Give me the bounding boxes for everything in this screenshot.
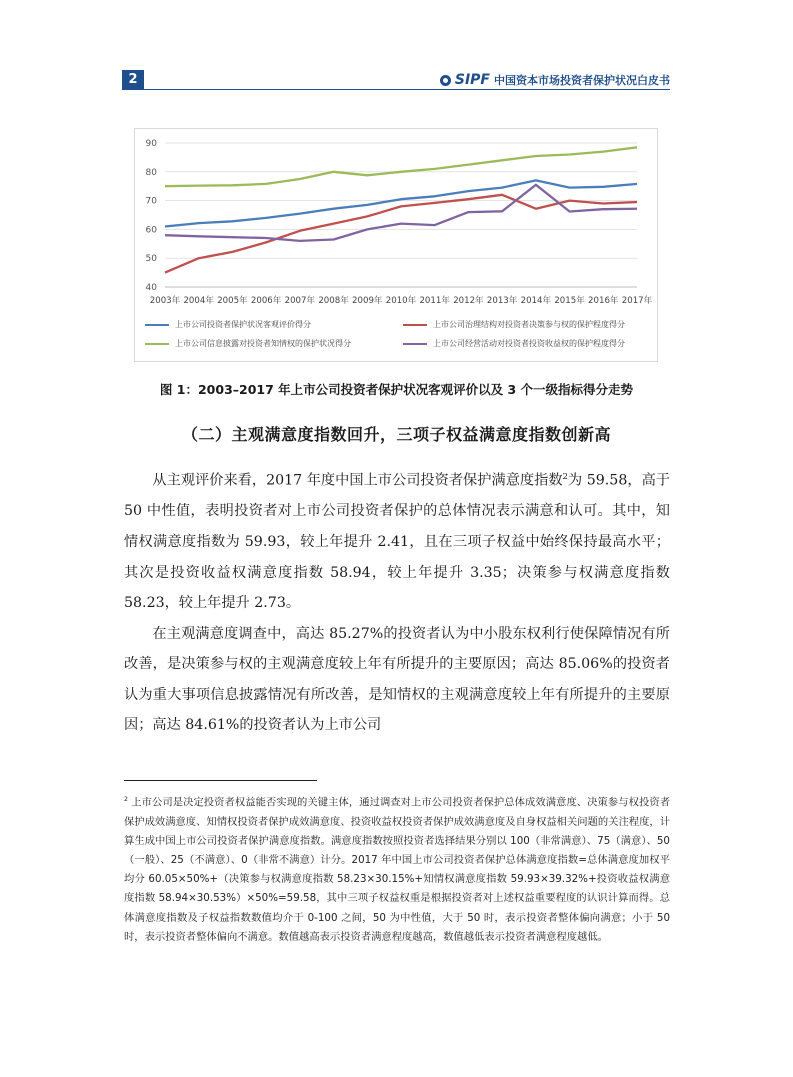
figure-caption: 图 1：2003–2017 年上市公司投资者保护状况客观评价以及 3 个一级指标得分走势: [159, 382, 634, 397]
series-line: [165, 147, 637, 186]
x-tick-label: 2012年: [453, 296, 484, 306]
legend-label: 上市公司信息披露对投资者知情权的保护状况得分: [175, 339, 351, 348]
legend-label: 上市公司投资者保护状况客观评价得分: [175, 320, 311, 329]
footnote-ref[interactable]: 2: [562, 472, 568, 482]
series-line: [165, 180, 637, 226]
brand-logo: SIPF: [454, 72, 490, 88]
x-tick-label: 2011年: [419, 296, 450, 306]
legend-swatch: [145, 343, 169, 345]
chart-legend: [135, 316, 657, 356]
legend-item: [145, 319, 311, 330]
footnote: [124, 790, 670, 947]
x-tick-label: 2014年: [520, 296, 552, 306]
footnote-text: 上市公司是决定投资者权益能否实现的关键主体，通过调查对上市公司投资者保护总体成效满意度、决策参与权投资者保护成效满意度、知情权投资者保护成效满意度、投资收益权投资者保护成效满意度及自身权益相关问题的关注程度，计算生成中国上市公司投资者保护满意度指数。满意度指数按照投资者选择结果分别以 100（非常满意）、75（满意）、50（一般）、25（不满意）、0（非常不满意）计分。2017 年中国上市公司投资者保护总体满意度指数=总体满意度加权平均分 60.05×50%+（决策参与权满意度指数 58.23×30.15%+知情权满意度指数 59.93×39.32%+投资收益权满意度指数 58.94×30.53%）×50%=59.58，其中三项子权益权重是根据投资者对上述权益重要程度的认识计算而得。总体满意度指数及子权益指数数值均介于 0-100 之间，50 为中性值，大于 50 时，表示投资者整体偏向满意；小于 50 时，表示投资者整体偏向不满意。数值越高表示投资者满意程度越高，数值越低表示投资者满意程度越低。: [124, 796, 670, 943]
brand: [440, 71, 670, 89]
page-number: 2: [122, 70, 144, 90]
x-tick-label: 2016年: [588, 296, 619, 306]
series-line: [165, 185, 637, 241]
y-tick-label: 50: [145, 254, 157, 265]
series-line: [165, 195, 637, 273]
section-title: （二）主观满意度指数回升，三项子权益满意度指数创新高: [181, 425, 611, 444]
line-chart: [134, 128, 658, 362]
x-tick-label: 2015年: [554, 296, 585, 306]
x-tick-label: 2003年: [149, 296, 181, 306]
x-tick-label: 2010年: [385, 296, 417, 306]
x-tick-label: 2007年: [284, 296, 316, 306]
legend-swatch: [145, 324, 169, 326]
paragraph-1: [124, 462, 670, 619]
footnote-number: 2: [124, 796, 128, 803]
x-tick-label: 2017年: [621, 296, 653, 306]
brand-title: 中国资本市场投资者保护状况白皮书: [494, 74, 670, 87]
legend-swatch: [403, 324, 427, 326]
legend-label: 上市公司治理结构对投资者决策参与权的保护程度得分: [433, 320, 625, 329]
y-tick-label: 40: [145, 283, 157, 293]
y-tick-label: 70: [145, 196, 157, 207]
sipf-logo-icon: [440, 75, 451, 86]
x-tick-label: 2013年: [486, 296, 518, 306]
x-tick-label: 2005年: [217, 296, 248, 306]
y-tick-label: 60: [145, 225, 157, 236]
y-tick-label: 90: [145, 139, 157, 149]
legend-item: [145, 338, 351, 349]
legend-item: [403, 319, 625, 330]
paragraph-1-part-a: 从主观评价来看，2017 年度中国上市公司投资者保护满意度指数: [152, 472, 563, 489]
paragraph-1-part-b: 为 59.58，高于 50 中性值，表明投资者对上市公司投资者保护的总体情况表示满意和认可。其中，知情权满意度指数为 59.93，较上年提升 2.41，且在三项子权益中始终保持最高水平；其次是投资收益权满意度指数 58.94，较上年提升 3.35；决策参与权满意度指数 58.23，较上年提升 2.73。: [124, 472, 670, 612]
legend-item: [403, 338, 625, 349]
y-tick-label: 80: [145, 167, 157, 178]
paragraph-2: 在主观满意度调查中，高达 85.27%的投资者认为中小股东权利行使保障情况有所改善，是决策参与权的主观满意度较上年有所提升的主要原因；高达 85.06%的投资者认为重大事项信息披露情况有所改善，是知情权的主观满意度较上年有所提升的主要原因；高达 84.61%的投资者认为上市公司: [124, 625, 670, 734]
header-rule: [144, 89, 670, 90]
body-text: [124, 462, 670, 741]
legend-label: 上市公司经营活动对投资者投资收益权的保护程度得分: [433, 339, 625, 348]
x-tick-label: 2008年: [318, 296, 349, 306]
x-tick-label: 2009年: [352, 296, 383, 306]
page-header: [122, 70, 670, 90]
chart-plot: [135, 129, 657, 314]
x-tick-label: 2004年: [183, 296, 214, 306]
x-tick-label: 2006年: [250, 296, 282, 306]
footnote-rule: [124, 780, 317, 781]
legend-swatch: [403, 343, 427, 345]
